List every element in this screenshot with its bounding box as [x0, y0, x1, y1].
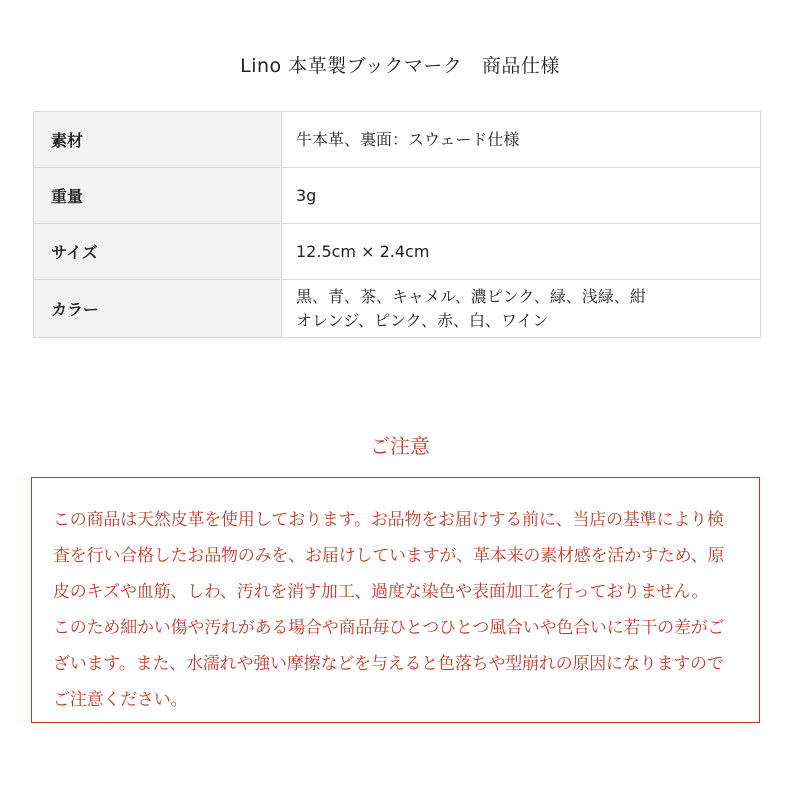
spec-label: サイズ: [34, 224, 282, 280]
spec-value-line: 3g: [296, 185, 317, 205]
spec-value: [282, 280, 761, 338]
notice-line: ざいます。また、水濡れや強い摩擦などを与えると色落ちや型崩れの原因になりますので: [53, 654, 724, 674]
notice-box: [31, 477, 760, 723]
spec-value-line: オレンジ、ピンク、赤、白、ワイン: [296, 310, 549, 330]
spec-table: [33, 111, 761, 338]
spec-value-line: 12.5cm × 2.4cm: [296, 241, 430, 261]
spec-value: [282, 168, 761, 224]
notice-line: この商品は天然皮革を使用しております。お品物をお届けする前に、当店の基準により検: [53, 510, 724, 530]
spec-value: [282, 224, 761, 280]
spec-label: 重量: [34, 168, 282, 224]
spec-value-line: 牛本革、裏面：スウェード仕様: [296, 129, 520, 149]
notice-line: ご注意ください。: [53, 690, 188, 710]
spec-value: [282, 112, 761, 168]
notice-line: 査を行い合格したお品物のみを、お届けしていますが、革本来の素材感を活かすため、原: [53, 546, 725, 566]
spec-row-material: [34, 112, 761, 168]
spec-row-weight: [34, 168, 761, 224]
spec-label: 素材: [34, 112, 282, 168]
spec-value-line: 黒、青、茶、キャメル、濃ピンク、緑、浅緑、紺: [296, 286, 646, 306]
spec-row-color: [34, 280, 761, 338]
spec-label: カラー: [34, 280, 282, 338]
notice-heading: ご注意: [370, 434, 430, 458]
notice-line: このため細かい傷や汚れがある場合や商品毎ひとつひとつ風合いや色合いに若干の差がご: [53, 618, 725, 638]
spec-row-size: [34, 224, 761, 280]
notice-line: 皮のキズや血筋、しわ、汚れを消す加工、過度な染色や表面加工を行っておりません。: [53, 582, 709, 602]
page-title: Lino 本革製ブックマーク 商品仕様: [240, 55, 560, 77]
